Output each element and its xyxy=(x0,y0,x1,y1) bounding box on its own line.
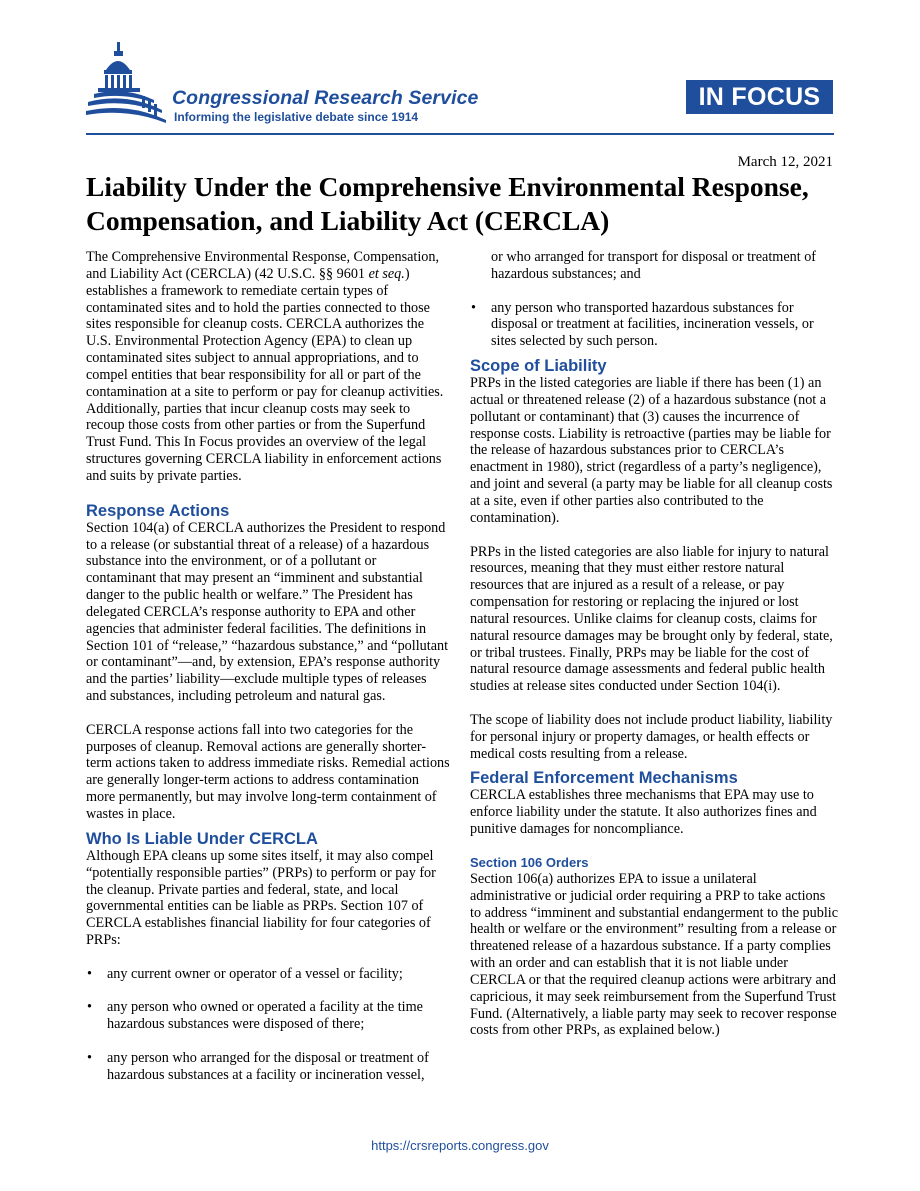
page-header xyxy=(0,0,920,140)
who-is-liable-paragraph: Although EPA cleans up some sites itself, it may also compel “potentially responsible parties” (PRPs) to perform or pay for the cleanup. Private parties and federal, state, and local governmental entities can be liable as PRPs. Section 107 of CERCLA establishes financial liability for four categories of PRPs: xyxy=(86,847,436,949)
intro-paragraph: The Comprehensive Environmental Response, Compensation, and Liability Act (CERCLA) (42 U.S.C. §§ 9601 et seq.) establishes a framework to remediate certain types of contaminated sites and to hold the parties connected to those sites responsible for cleanup costs. CERCLA authorizes the U.S. Environmental Protection Agency (EPA) to clean up contaminated sites subject to annual appropriations, and to compel entities that bear responsibility for all or part of the contamination at a site to perform or pay for cleanup activities. Additionally, parties that incur cleanup costs may seek to recoup those costs from other parties or from the Superfund Trust Fund. This In Focus provides an overview of the legal structures governing CERCLA liability in enforcement actions and suits by private parties. xyxy=(86,249,444,484)
header-divider xyxy=(86,133,834,135)
org-name: Congressional Research Service xyxy=(172,87,479,109)
org-tagline: Informing the legislative debate since 1914 xyxy=(174,110,419,124)
list-item: • any person who owned or operated a facility at the time hazardous substances were disposed of there; xyxy=(86,999,450,1033)
list-item: • any person who arranged for the disposal or treatment of hazardous substances at a facility or incineration vessel, xyxy=(86,1050,450,1084)
enforcement-heading: Federal Enforcement Mechanisms xyxy=(470,769,738,788)
page-title: Liability Under the Comprehensive Environmental Response, Compensation, and Liability Act (CERCLA) xyxy=(86,171,809,236)
response-actions-paragraph-1: Section 104(a) of CERCLA authorizes the President to respond to a release (or substantial threat of a release) of a hazardous substance into the environment, or of a pollutant or contaminant that may present an “imminent and substantial danger to the public health or welfare.” The President has delegated CERCLA’s response authority to EPA and other agencies that administer federal facilities. The definitions in Section 101 of “release,” “hazardous substance,” and “pollutant or contaminant”—and, by extension, EPA’s response authority and the parties’ liability—exclude multiple types of releases and substances, including petroleum and natural gas. xyxy=(86,519,449,705)
scope-paragraph-2: PRPs in the listed categories are also liable for injury to natural resources, meaning that they must either restore natural resources that are injured as a result of a release, or pay compensation for restoring or replacing the injured or lost natural resources. Unlike claims for cleanup costs, claims for natural resource damages may be brought only by federal, state, or tribal trustees. Finally, PRPs may be liable for the cost of natural resource damage assessments and federal public health studies at release sites conducted under Section 104(i). xyxy=(470,543,833,695)
in-focus-badge: IN FOCUS xyxy=(686,80,833,114)
enforcement-paragraph-1: CERCLA establishes three mechanisms that EPA may use to enforce liability under the statute. It also authorizes fines and punitive damages for noncompliance. xyxy=(470,787,817,838)
section-106-heading: Section 106 Orders xyxy=(470,854,589,870)
scope-of-liability-heading: Scope of Liability xyxy=(470,357,607,376)
scope-paragraph-3: The scope of liability does not include product liability, liability for personal injury or property damages, or health effects or medical costs resulting from a release. xyxy=(470,711,833,762)
who-is-liable-heading: Who Is Liable Under CERCLA xyxy=(86,829,318,848)
response-actions-heading: Response Actions xyxy=(86,501,230,520)
publication-date: March 12, 2021 xyxy=(737,154,833,170)
left-column xyxy=(86,249,450,1101)
capitol-dome-logo-icon xyxy=(84,40,174,132)
prp-category-list-continued xyxy=(470,300,838,351)
right-column xyxy=(470,249,838,1039)
list-item: • any current owner or operator of a vessel or facility; xyxy=(86,966,450,983)
scope-paragraph-1: PRPs in the listed categories are liable if there has been (1) an actual or threatened release (2) of a hazardous substance (not a pollutant or contaminant) that (3) causes the incurrence of response costs. Liability is retroactive (parties may be liable for the release of hazardous substances prior to CERCLA’s enactment in 1980), strict (regardless of a party’s negligence), and joint and several (a party may be liable for all cleanup costs at a site, even if other parties also contributed to the contamination). xyxy=(470,375,833,526)
prp-category-list xyxy=(86,966,450,1084)
section-106-paragraph: Section 106(a) authorizes EPA to issue a unilateral administrative or judicial order requiring a PRP to take actions to address “imminent and substantial endangerment to the public health or welfare or the environment” resulting from a release or threatened release of a hazardous substance. If a party complies with an order and can establish that it is not liable under CERCLA or that the required cleanup actions were arbitrary and capricious, it may seek reimbursement from the Superfund Trust Fund. (Alternatively, a liable party may seek to recover response costs from other PRPs, as explained below.) xyxy=(470,870,838,1039)
list-item-continuation: or who arranged for transport for disposal or treatment of hazardous substances; and xyxy=(491,249,817,282)
list-item: • any person who transported hazardous substances for disposal or treatment at facilities, incineration vessels, or sites selected by such person. xyxy=(470,300,838,351)
footer-link[interactable]: https://crsreports.congress.gov xyxy=(371,1138,549,1153)
response-actions-paragraph-2: CERCLA response actions fall into two categories for the purposes of cleanup. Removal actions are generally shorter-term actions taken to address immediate risks. Remedial actions are generally longer-term actions to address contamination more permanently, but may involve long-term containment of wastes in place. xyxy=(86,721,450,822)
